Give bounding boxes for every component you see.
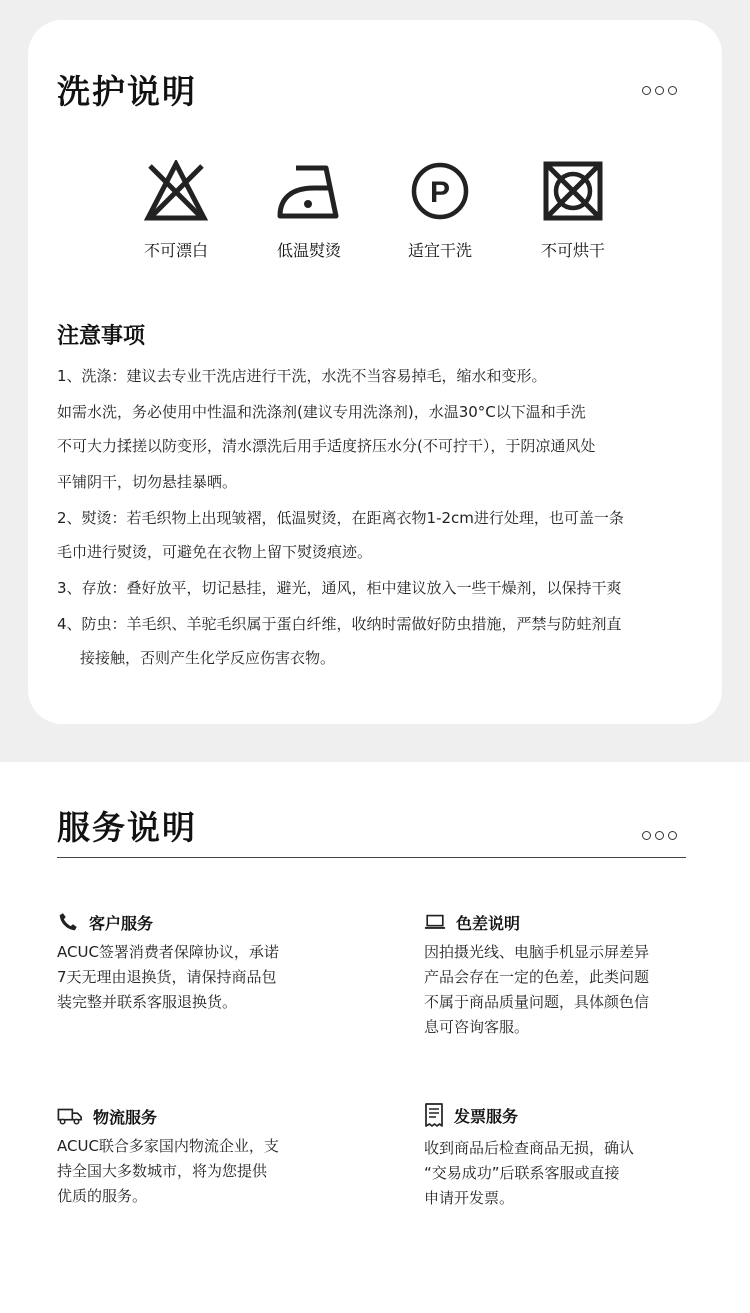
service-item-title: 色差说明	[456, 913, 521, 933]
service-item	[57, 1104, 347, 1209]
service-item-line: “交易成功”后联系客服或直接	[424, 1164, 620, 1182]
notice-title: 注意事项	[57, 324, 146, 349]
service-item	[424, 1100, 714, 1211]
notice-line: 如需水洗，务必使用中性温和洗涤剂(建议专用洗涤剂)，水温30°C以下温和手洗	[57, 403, 586, 421]
truck-icon	[57, 1105, 83, 1127]
service-title: 服务说明	[57, 808, 197, 847]
service-item-title: 物流服务	[93, 1107, 158, 1127]
service-item-title: 客户服务	[89, 913, 154, 933]
dry-clean-p-icon	[409, 160, 471, 222]
notice-line: 3、存放：叠好放平，切记悬挂，避光，通风，柜中建议放入一些干燥剂，以保持干爽	[57, 579, 622, 597]
service-item	[57, 910, 347, 1015]
service-item-line: 装完整并联系客服退换货。	[57, 993, 238, 1011]
service-item-line: 收到商品后检查商品无损，确认	[424, 1139, 635, 1157]
care-icon-label: 适宜干洗	[407, 241, 472, 260]
care-icon-item	[380, 160, 500, 262]
no-bleach-icon	[144, 160, 208, 222]
service-item-title: 发票服务	[454, 1106, 519, 1126]
notice-line: 2、熨烫：若毛织物上出现皱褶，低温熨烫，在距离衣物1-2cm进行处理，也可盖一条	[57, 509, 624, 527]
notice-line: 1、洗涤：建议去专业干洗店进行干洗，水洗不当容易掉毛，缩水和变形。	[57, 367, 547, 385]
care-icon-item	[116, 160, 236, 262]
no-tumble-dry-icon	[542, 160, 604, 222]
care-icon-label: 不可漂白	[143, 241, 208, 260]
service-item-line: 持全国大多数城市，将为您提供	[57, 1162, 268, 1180]
service-item-line: 优质的服务。	[57, 1187, 148, 1205]
notice-line: 4、防虫：羊毛织、羊驼毛织属于蛋白纤维，收纳时需做好防虫措施，严禁与防蛀剂直	[57, 615, 622, 633]
service-item-line: 申请开发票。	[424, 1189, 515, 1207]
service-item-line: 不属于商品质量问题，具体颜色信	[424, 993, 650, 1011]
notice-line: 毛巾进行熨烫，可避免在衣物上留下熨烫痕迹。	[57, 543, 373, 561]
divider	[57, 857, 686, 858]
service-item	[424, 910, 714, 1040]
notice-line: 平铺阴干，切勿悬挂暴晒。	[57, 473, 238, 491]
service-item-line: 息可咨询客服。	[424, 1018, 530, 1036]
service-item-line: 因拍摄光线、电脑手机显示屏差异	[424, 943, 650, 961]
notice-line: 不可大力揉搓以防变形，清水漂洗后用手适度挤压水分(不可拧干），于阴凉通风处	[57, 437, 596, 455]
phone-icon	[57, 911, 79, 933]
service-item-line: ACUC联合多家国内物流企业，支	[57, 1137, 279, 1155]
care-icon-item	[249, 160, 369, 262]
notice-line: 接接触，否则产生化学反应伤害衣物。	[80, 649, 336, 667]
care-title: 洗护说明	[57, 72, 197, 111]
laptop-icon	[424, 911, 446, 933]
service-item-line: 产品会存在一定的色差，此类问题	[424, 968, 650, 986]
care-icon-item	[513, 160, 633, 262]
low-iron-icon	[274, 160, 344, 222]
service-item-line: ACUC签署消费者保障协议，承诺	[57, 943, 279, 961]
invoice-icon	[424, 1102, 444, 1128]
service-item-line: 7天无理由退换货，请保持商品包	[57, 968, 277, 986]
care-icon-label: 不可烘干	[540, 241, 605, 260]
care-icon-label: 低温熨烫	[276, 241, 341, 260]
more-options-icon[interactable]	[642, 831, 677, 840]
more-options-icon[interactable]	[642, 86, 677, 95]
svg-text:P: P	[429, 176, 451, 209]
